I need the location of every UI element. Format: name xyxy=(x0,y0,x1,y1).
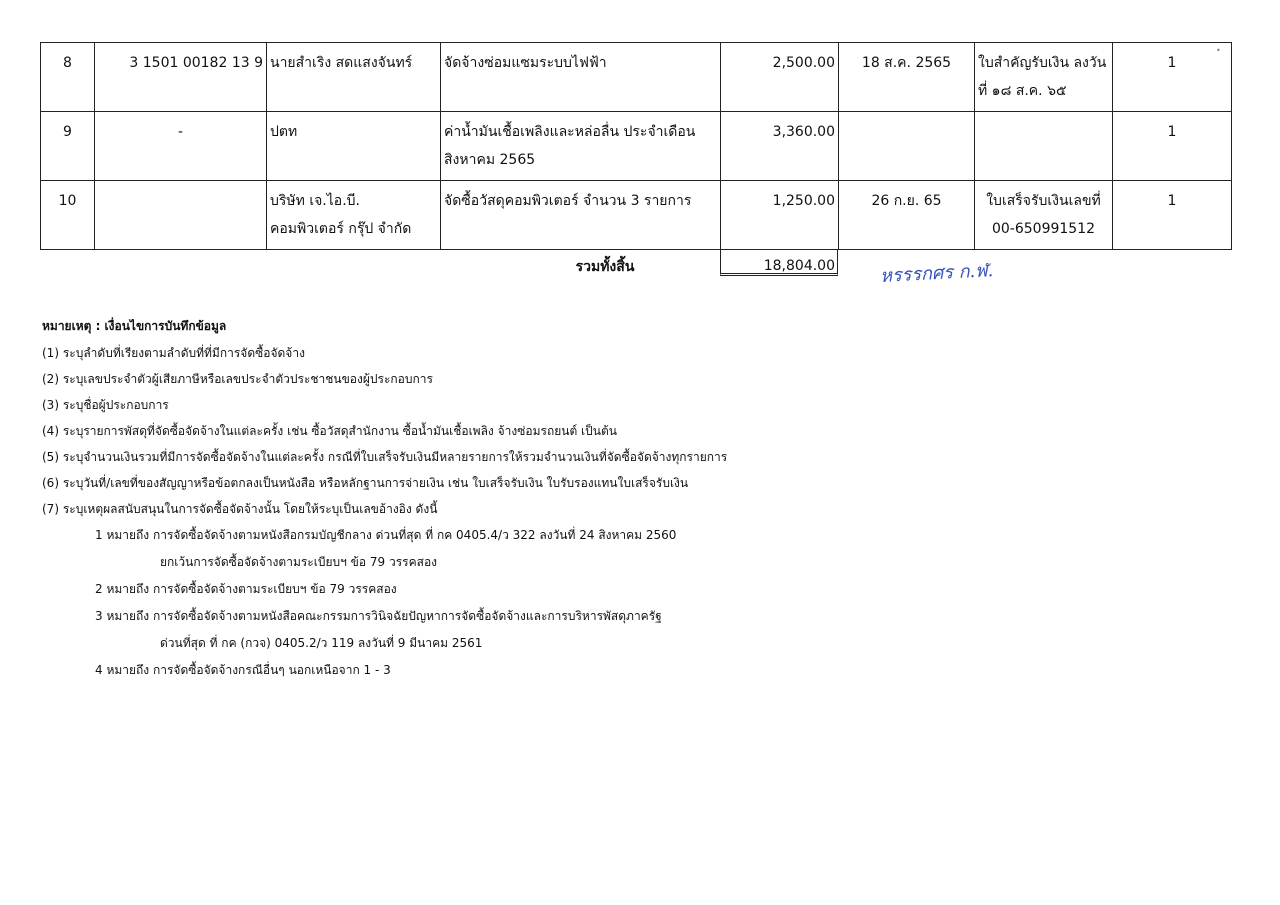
reference-item-continued: ด่วนที่สุด ที่ กค (กวจ) 0405.2/ว 119 ลงวันที่ 9 มีนาคม 2561 xyxy=(160,636,483,650)
tax-id: 3 1501 00182 13 9 xyxy=(95,43,267,112)
item-description: ค่าน้ำมันเชื้อเพลิงและหล่อลื่น ประจำเดือนสิงหาคม 2565 xyxy=(441,112,721,181)
document-reference: ใบเสร็จรับเงินเลขที่ 00-650991512 xyxy=(975,181,1113,250)
tax-id: - xyxy=(95,112,267,181)
tax-id xyxy=(95,181,267,250)
note-item: (5) ระบุจำนวนเงินรวมที่มีการจัดซื้อจัดจ้างในแต่ละครั้ง กรณีที่ใบเสร็จรับเงินมีหลายรายการให้รวมจำนวนเงินที่จัดซื้อจัดจ้างทุกรายการ xyxy=(42,450,728,464)
item-description: จัดจ้างซ่อมแซมระบบไฟฟ้า xyxy=(441,43,721,112)
row-number: 9 xyxy=(41,112,95,181)
document-date: 26 ก.ย. 65 xyxy=(839,181,975,250)
note-item: (4) ระบุรายการพัสดุที่จัดซื้อจัดจ้างในแต่ละครั้ง เช่น ซื้อวัสดุสำนักงาน ซื้อน้ำมันเชื้อเพลิง จ้างซ่อมรถยนต์ เป็นต้น xyxy=(42,424,617,438)
table-row xyxy=(41,43,1232,112)
reason-code: 1 xyxy=(1113,43,1232,112)
note-item: (6) ระบุวันที่/เลขที่ของสัญญาหรือข้อตกลงเป็นหนังสือ หรือหลักฐานการจ่ายเงิน เช่น ใบเสร็จรับเงิน ใบรับรองแทนใบเสร็จรับเงิน xyxy=(42,476,689,490)
amount: 1,250.00 xyxy=(721,181,839,250)
note-item: (1) ระบุลำดับที่เรียงตามลำดับที่ที่มีการจัดซื้อจัดจ้าง xyxy=(42,346,305,360)
document-reference xyxy=(975,112,1113,181)
scan-mark: • xyxy=(1216,46,1221,55)
reason-code: 1 xyxy=(1113,181,1232,250)
document-date xyxy=(839,112,975,181)
row-number: 8 xyxy=(41,43,95,112)
vendor-name: บริษัท เจ.ไอ.บี. คอมพิวเตอร์ กรุ๊ป จำกัด xyxy=(267,181,441,250)
reference-item-continued: ยกเว้นการจัดซื้อจัดจ้างตามระเบียบฯ ข้อ 79 วรรคสอง xyxy=(160,555,438,569)
reference-item: 4 หมายถึง การจัดซื้อจัดจ้างกรณีอื่นๆ นอกเหนือจาก 1 - 3 xyxy=(95,663,391,677)
item-description: จัดซื้อวัสดุคอมพิวเตอร์ จำนวน 3 รายการ xyxy=(441,181,721,250)
amount: 3,360.00 xyxy=(721,112,839,181)
table-row xyxy=(41,181,1232,250)
vendor-name: นายสำเริง สดแสงจันทร์ xyxy=(267,43,441,112)
total-label: รวมทั้งสิ้น xyxy=(575,259,635,275)
vendor-name: ปตท xyxy=(267,112,441,181)
reference-item: 3 หมายถึง การจัดซื้อจัดจ้างตามหนังสือคณะกรรมการวินิจฉัยปัญหาการจัดซื้อจัดจ้างและการบริหารพัสดุภาครัฐ xyxy=(95,609,662,623)
procurement-table xyxy=(40,42,1232,250)
notes-section xyxy=(42,316,727,684)
amount: 2,500.00 xyxy=(721,43,839,112)
row-number: 10 xyxy=(41,181,95,250)
handwritten-note: หรรรกศร ก.ฬ. xyxy=(879,260,994,287)
reference-item: 1 หมายถึง การจัดซื้อจัดจ้างตามหนังสือกรมบัญชีกลาง ด่วนที่สุด ที่ กค 0405.4/ว 322 ลงวันที่ 24 สิงหาคม 2560 xyxy=(95,528,677,542)
document-reference: ใบสำคัญรับเงิน ลงวันที่ ๑๘ ส.ค. ๖๕ xyxy=(975,43,1113,112)
table-row xyxy=(41,112,1232,181)
reference-item: 2 หมายถึง การจัดซื้อจัดจ้างตามระเบียบฯ ข้อ 79 วรรคสอง xyxy=(95,582,397,596)
note-item: (3) ระบุชื่อผู้ประกอบการ xyxy=(42,398,169,412)
notes-title: หมายเหตุ : เงื่อนไขการบันทึกข้อมูล xyxy=(42,319,227,333)
document-date: 18 ส.ค. 2565 xyxy=(839,43,975,112)
note-item: (7) ระบุเหตุผลสนับสนุนในการจัดซื้อจัดจ้างนั้น โดยให้ระบุเป็นเลขอ้างอิง ดังนี้ xyxy=(42,502,438,516)
note-item: (2) ระบุเลขประจำตัวผู้เสียภาษีหรือเลขประจำตัวประชาชนของผู้ประกอบการ xyxy=(42,372,433,386)
reason-code: 1 xyxy=(1113,112,1232,181)
total-amount: 18,804.00 xyxy=(720,249,838,276)
